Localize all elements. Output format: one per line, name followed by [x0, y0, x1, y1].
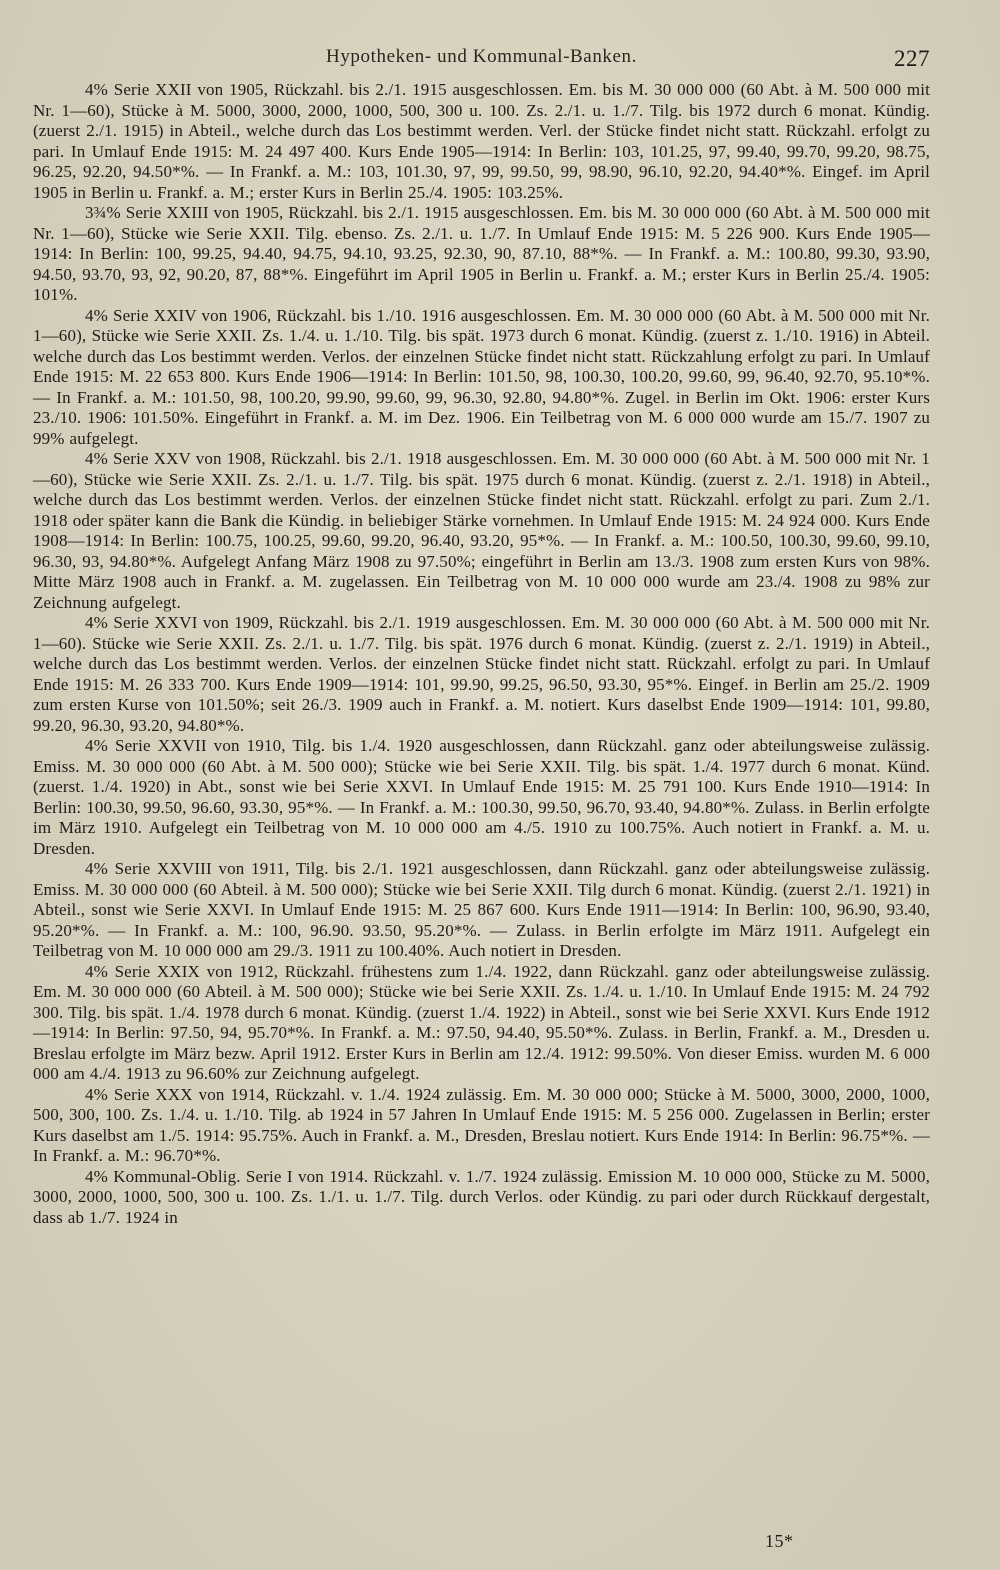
body-text [33, 80, 930, 1228]
paragraph-serie-xxvi: 4% Serie XXVI von 1909, Rückzahl. bis 2./1. 1919 ausgeschlossen. Em. M. 30 000 000 (60 Abt. à M. 500 000 mit Nr. 1—60). Stücke wie Serie XXII. Zs. 2./1. u. 1./7. Tilg. bis spät. 1976 durch 6 monat. Kündig. (zuerst z. 2./1. 1919) in Abteil., welche durch das Los bestimmt werden. Verlos. der einzelnen Stücke findet nicht statt. Rückzahl. erfolgt zu pari. In Umlauf Ende 1915: M. 26 333 700. Kurs Ende 1909—1914: 101, 99.90, 99.25, 96.50, 93.30, 95*%. Eingef. in Berlin am 25./2. 1909 zum ersten Kurse von 101.50%; seit 26./3. 1909 auch in Frankf. a. M. notiert. Kurs daselbst Ende 1909—1914: 101, 99.80, 99.20, 96.30, 93.20, 94.80*%. [33, 613, 930, 735]
signature-mark: 15* [765, 1531, 794, 1551]
paragraph-serie-xxvii: 4% Serie XXVII von 1910, Tilg. bis 1./4. 1920 ausgeschlossen, dann Rückzahl. ganz oder abteilungsweise zulässig. Emiss. M. 30 000 000 (60 Abt. à M. 500 000); Stücke wie bei Serie XXII. Tilg. bis spät. 1./4. 1977 durch 6 monat. Künd. (zuerst. 1./4. 1920) in Abt., sonst wie bei Serie XXVI. In Umlauf Ende 1915: M. 25 791 100. Kurs Ende 1910—1914: In Berlin: 100.30, 99.50, 96.60, 93.30, 95*%. — In Frankf. a. M.: 100.30, 99.50, 96.70, 93.40, 94.80*%. Zulass. in Berlin erfolgte im März 1910. Aufgelegt ein Teilbetrag von M. 10 000 000 am 4./5. 1910 zu 100.75%. Auch notiert in Frankf. a. M. u. Dresden. [33, 736, 930, 858]
paragraph-kommunal-oblig: 4% Kommunal-Oblig. Serie I von 1914. Rückzahl. v. 1./7. 1924 zulässig. Emission M. 10 000 000, Stücke zu M. 5000, 3000, 2000, 1000, 500, 300 u. 100. Zs. 1./1. u. 1./7. Tilg. durch Verlos. oder Kündig. zu pari oder durch Rückkauf dergestalt, dass ab 1./7. 1924 in [33, 1166, 930, 1227]
paragraph-serie-xxiii: 3¾% Serie XXIII von 1905, Rückzahl. bis 2./1. 1915 ausgeschlossen. Em. bis M. 30 000 000 (60 Abt. à M. 500 000 mit Nr. 1—60), Stücke wie Serie XXII. Tilg. ebenso. Zs. 2./1. u. 1./7. In Umlauf Ende 1915: M. 5 226 900. Kurs Ende 1905—1914: In Berlin: 100, 99.25, 94.40, 94.75, 94.10, 93.25, 92.30, 90, 87.10, 88*%. — In Frankf. a. M.: 100.80, 99.30, 93.90, 94.50, 93.70, 93, 92, 90.20, 87, 88*%. Eingeführt im April 1905 in Berlin u. Frankf. a. M.; erster Kurs in Berlin 25./4. 1905: 101%. [33, 203, 930, 304]
paragraph-serie-xxii: 4% Serie XXII von 1905, Rückzahl. bis 2./1. 1915 ausgeschlossen. Em. bis M. 30 000 000 (60 Abt. à M. 500 000 mit Nr. 1—60), Stücke à M. 5000, 3000, 2000, 1000, 500, 300 u. 100. Zs. 2./1. u. 1./7. Tilg. bis 1972 durch 6 monat. Kündig. (zuerst 2./1. 1915) in Abteil., welche durch das Los bestimmt werden. Verl. der Stücke findet nicht statt. Rückzahl. erfolgt zu pari. In Umlauf Ende 1915: M. 24 497 400. Kurs Ende 1905—1914: In Berlin: 103, 101.25, 97, 99.40, 99.70, 99.20, 98.75, 96.25, 92.20, 94.50*%. — In Frankf. a. M.: 103, 101.30, 97, 99, 99.50, 99, 98.90, 96.10, 92.20, 94.40*%. Eingef. im April 1905 in Berlin u. Frankf. a. M.; erster Kurs in Berlin 25./4. 1905: 103.25%. [33, 80, 930, 202]
page-header-title: Hypotheken- und Kommunal-Banken. [326, 46, 637, 67]
paragraph-serie-xxix: 4% Serie XXIX von 1912, Rückzahl. frühestens zum 1./4. 1922, dann Rückzahl. ganz oder abteilungsweise zulässig. Em. M. 30 000 000 (60 Abteil. à M. 500 000); Stücke wie bei Serie XXII. Zs. 1./4. u. 1./10. In Umlauf Ende 1915: M. 24 792 300. Tilg. bis spät. 1./4. 1978 durch 6 monat. Kündig. (zuerst 1./4. 1922) in Abteil., sonst wie bei Serie XXVI. Kurs Ende 1912—1914: In Berlin: 97.50, 94, 95.70*%. In Frankf. a. M.: 97.50, 94.40, 95.50*%. Zulass. in Berlin, Frankf. a. M., Dresden u. Breslau erfolgte im März bezw. April 1912. Erster Kurs in Berlin am 12./4. 1912: 99.50%. Von dieser Emiss. wurden M. 6 000 000 am 4./4. 1913 zu 96.60% zur Zeichnung aufgelegt. [33, 961, 930, 1083]
running-head [33, 46, 930, 80]
page-number: 227 [894, 46, 930, 71]
paragraph-serie-xxiv: 4% Serie XXIV von 1906, Rückzahl. bis 1./10. 1916 ausgeschlossen. Em. M. 30 000 000 (60 Abt. à M. 500 000 mit Nr. 1—60), Stücke wie Serie XXII. Zs. 1./4. u. 1./10. Tilg. bis spät. 1973 durch 6 monat. Kündig. (zuerst z. 1./10. 1916) in Abteil. welche durch das Los bestimmt werden. Verlos. der einzelnen Stücke findet nicht statt. Rückzahlung erfolgt zu pari. In Umlauf Ende 1915: M. 22 653 800. Kurs Ende 1906—1914: In Berlin: 101.50, 98, 100.30, 100.20, 99.60, 99, 96.40, 92.70, 95.10*%. — In Frankf. a. M.: 101.50, 98, 100.20, 99.90, 99.60, 99, 96.30, 92.80, 94.80*%. Zugel. in Berlin im Okt. 1906: erster Kurs 23./10. 1906: 101.50%. Eingeführt in Frankf. a. M. im Dez. 1906. Ein Teilbetrag von M. 6 000 000 wurde am 15./7. 1907 zu 99% aufgelegt. [33, 305, 930, 448]
paragraph-serie-xxv: 4% Serie XXV von 1908, Rückzahl. bis 2./1. 1918 ausgeschlossen. Em. M. 30 000 000 (60 Abt. à M. 500 000 mit Nr. 1—60), Stücke wie Serie XXII. Zs. 2./1. u. 1./7. Tilg. bis spät. 1975 durch 6 monat. Kündig. (zuerst z. 2./1. 1918) in Abteil., welche durch das Los bestimmt werden. Verlos. der einzelnen Stücke findet nicht statt. Rückzahl. erfolgt zu pari. Zum 2./1. 1918 oder später kann die Bank die Kündig. in beliebiger Stärke vornehmen. In Umlauf Ende 1915: M. 24 924 000. Kurs Ende 1908—1914: In Berlin: 100.75, 100.25, 99.60, 99.20, 96.40, 93.20, 95*%. — In Frankf. a. M.: 100.50, 100.30, 99.60, 99.10, 96.30, 93, 94.80*%. Aufgelegt Anfang März 1908 zu 97.50%; eingeführt in Berlin am 13./3. 1908 zum ersten Kurs von 98%. Mitte März 1908 auch in Frankf. a. M. zugelassen. Ein Teilbetrag von M. 10 000 000 wurde am 23./4. 1908 zu 98% zur Zeichnung aufgelegt. [33, 449, 930, 612]
paragraph-serie-xxviii: 4% Serie XXVIII von 1911, Tilg. bis 2./1. 1921 ausgeschlossen, dann Rückzahl. ganz oder abteilungsweise zulässig. Emiss. M. 30 000 000 (60 Abteil. à M. 500 000); Stücke wie bei Serie XXII. Tilg durch 6 monat. Kündig. (zuerst 2./1. 1921) in Abteil., sonst wie Serie XXVI. In Umlauf Ende 1915: M. 25 867 600. Kurs Ende 1911—1914: In Berlin: 100, 96.90, 93.40, 95.20*%. — In Frankf. a. M.: 100, 96.90. 93.50, 95.20*%. — Zulass. in Berlin erfolgte im März 1911. Aufgelegt ein Teilbetrag von M. 10 000 000 am 29./3. 1911 zu 100.40%. Auch notiert in Dresden. [33, 859, 930, 960]
paragraph-serie-xxx: 4% Serie XXX von 1914, Rückzahl. v. 1./4. 1924 zulässig. Em. M. 30 000 000; Stücke à M. 5000, 3000, 2000, 1000, 500, 300, 100. Zs. 1./4. u. 1./10. Tilg. ab 1924 in 57 Jahren In Umlauf Ende 1915: M. 5 256 000. Zugelassen in Berlin; erster Kurs daselbst am 1./5. 1914: 95.75%. Auch in Frankf. a. M., Dresden, Breslau notiert. Kurs Ende 1914: In Berlin: 96.75*%. — In Frankf. a. M.: 96.70*%. [33, 1084, 930, 1165]
